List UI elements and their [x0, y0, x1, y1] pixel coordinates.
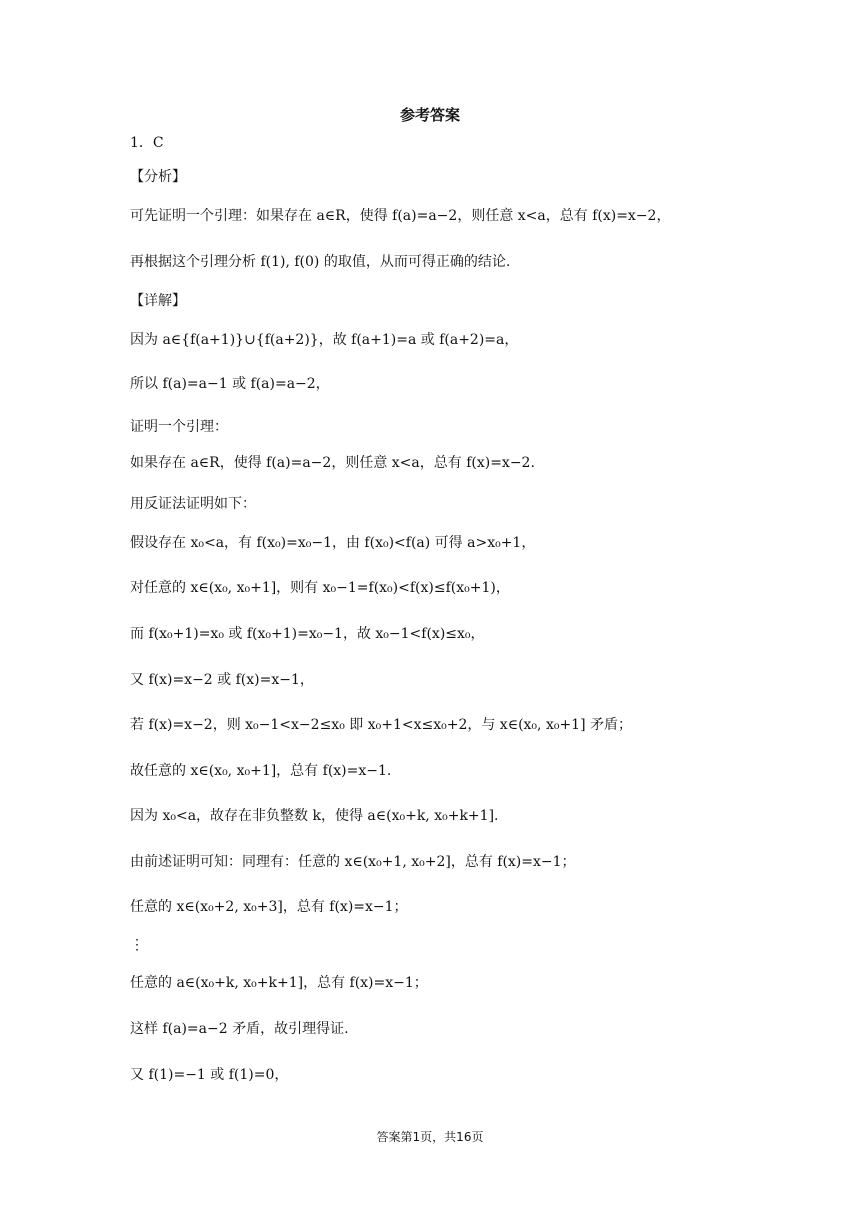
detail-line: 所以 f(a)=a−1 或 f(a)=a−2，: [130, 376, 330, 392]
detail-line: 用反证法证明如下：: [130, 496, 256, 512]
detail-line: 若 f(x)=x−2，则 x₀−1<x−2≤x₀ 即 x₀+1<x≤x₀+2，与 x∈(x₀, x₀+1] 矛盾；: [130, 717, 632, 733]
detail-line: 证明一个引理：: [130, 419, 228, 435]
answer-line: 1．C: [130, 135, 164, 151]
detail-line: 任意的 a∈(x₀+k, x₀+k+1]，总有 f(x)=x−1；: [130, 975, 428, 991]
detail-line: ⋮: [130, 937, 144, 953]
detail-heading: 【详解】: [130, 293, 186, 309]
detail-line: 因为 a∈{f(a+1)}∪{f(a+2)}，故 f(a+1)=a 或 f(a+2)=a，: [130, 332, 519, 348]
analysis-line: 可先证明一个引理：如果存在 a∈R，使得 f(a)=a−2，则任意 x<a，总有 f(x)=x−2，: [130, 208, 671, 224]
detail-line: 而 f(x₀+1)=x₀ 或 f(x₀+1)=x₀−1，故 x₀−1<f(x)≤x₀，: [130, 626, 485, 642]
analysis-line: 再根据这个引理分析 f(1), f(0) 的取值，从而可得正确的结论.: [130, 254, 511, 270]
detail-line: 这样 f(a)=a−2 矛盾，故引理得证.: [130, 1021, 349, 1037]
detail-line: 故任意的 x∈(x₀, x₀+1]，总有 f(x)=x−1.: [130, 763, 392, 779]
detail-line: 又 f(x)=x−2 或 f(x)=x−1，: [130, 672, 314, 688]
detail-line: 因为 x₀<a，故存在非负整数 k，使得 a∈(x₀+k, x₀+k+1].: [130, 808, 499, 824]
detail-line: 假设存在 x₀<a，有 f(x₀)=x₀−1，由 f(x₀)<f(a) 可得 a>x₀+1，: [130, 535, 536, 551]
detail-line: 任意的 x∈(x₀+2, x₀+3]，总有 f(x)=x−1；: [130, 899, 408, 915]
detail-line: 由前述证明可知：同理有：任意的 x∈(x₀+1, x₀+2]，总有 f(x)=x−1；: [130, 854, 576, 870]
detail-line: 又 f(1)=−1 或 f(1)=0，: [130, 1067, 289, 1083]
analysis-heading: 【分析】: [130, 169, 186, 185]
detail-line: 对任意的 x∈(x₀, x₀+1]，则有 x₀−1=f(x₀)<f(x)≤f(x₀+1)，: [130, 580, 510, 596]
detail-line: 如果存在 a∈R，使得 f(a)=a−2，则任意 x<a，总有 f(x)=x−2.: [130, 455, 535, 471]
page-footer: 答案第1页，共16页: [376, 1130, 484, 1144]
page-title: 参考答案: [399, 106, 460, 124]
